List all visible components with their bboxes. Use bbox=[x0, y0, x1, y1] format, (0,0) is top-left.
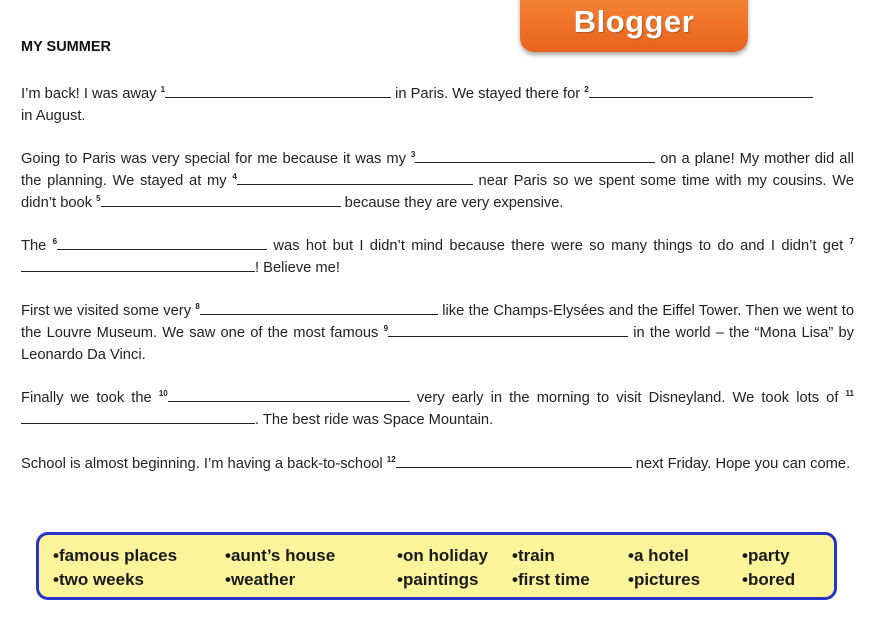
gap-number-1: 1 bbox=[160, 85, 166, 94]
logo-text: Blogger bbox=[573, 4, 695, 39]
gap-blank-9[interactable] bbox=[388, 323, 628, 337]
paragraph-1: I’m back! I was away $^1$ in Paris. We stayed there for $^2$ in August. bbox=[21, 83, 854, 127]
gap-number-8: 8 bbox=[195, 302, 200, 311]
gap-number-6: 6 bbox=[52, 237, 58, 246]
word-train[interactable]: •train bbox=[512, 546, 555, 565]
gap-number-12: 12 bbox=[386, 455, 396, 464]
gap-blank-7[interactable] bbox=[21, 258, 255, 272]
gap-blank-8[interactable] bbox=[200, 301, 438, 315]
paragraph-4: First we visited some very $^8$ like the Champs-Elysées and the Eiffel Tower. Then we went to the Louvre Museum. We saw one of the most famous $^9$ in the world – the “Mona Lisa” by Leonardo Da Vinci. bbox=[21, 302, 854, 363]
gap-blank-1[interactable] bbox=[165, 84, 391, 98]
gap-number-11: 11 bbox=[845, 389, 854, 398]
word-bored[interactable]: •bored bbox=[742, 570, 796, 589]
gap-blank-6[interactable] bbox=[57, 236, 267, 250]
gap-blank-4[interactable] bbox=[237, 171, 473, 185]
word-pictures[interactable]: •pictures bbox=[628, 570, 701, 589]
paragraph-5: Finally we took the $^{10}$ very early in the morning to visit Disneyland. We took lots of $^{11}$. The best ride was Space Mountain. bbox=[21, 389, 854, 428]
word-bank bbox=[36, 532, 837, 600]
gap-blank-2[interactable] bbox=[589, 84, 813, 98]
word-two-weeks[interactable]: •two weeks bbox=[53, 570, 144, 589]
gap-number-7: 7 bbox=[849, 237, 854, 246]
word-a-hotel[interactable]: •a hotel bbox=[628, 546, 689, 565]
paragraph-3: The $^6$ was hot but I didn’t mind because there were so many things to do and I didn’t get $^7$! Believe me! bbox=[21, 237, 854, 276]
paragraph-6: School is almost beginning. I’m having a back-to-school $^{12}$ next Friday. Hope you can come. bbox=[21, 455, 851, 472]
word-weather[interactable]: •weather bbox=[225, 570, 296, 589]
word-famous-places[interactable]: •famous places bbox=[53, 546, 178, 565]
word-on-holiday[interactable]: •on holiday bbox=[397, 546, 488, 565]
blogger-logo bbox=[520, 0, 748, 52]
page-title: MY SUMMER bbox=[21, 39, 111, 55]
gap-number-2: 2 bbox=[584, 85, 589, 94]
word-party[interactable]: •party bbox=[742, 546, 790, 565]
gap-number-4: 4 bbox=[232, 172, 237, 181]
gap-blank-11[interactable] bbox=[21, 410, 255, 424]
gap-number-9: 9 bbox=[383, 324, 389, 333]
word-aunts-house[interactable]: •aunt’s house bbox=[225, 546, 336, 565]
gap-number-10: 10 bbox=[158, 389, 168, 398]
paragraph-2: Going to Paris was very special for me because it was my $^3$ on a plane! My mother did all the planning. We stayed at my $^4$ near Paris so we spent some time with my cousins. We didn’t book $^5$ because they are very expensive. bbox=[21, 150, 854, 211]
word-first-time[interactable]: •first time bbox=[512, 570, 590, 589]
gap-number-3: 3 bbox=[410, 150, 416, 159]
gap-blank-12[interactable] bbox=[396, 454, 632, 468]
gap-number-5: 5 bbox=[96, 194, 101, 203]
gap-blank-3[interactable] bbox=[415, 149, 655, 163]
gap-blank-10[interactable] bbox=[168, 388, 410, 402]
word-paintings[interactable]: •paintings bbox=[397, 570, 479, 589]
gap-blank-5[interactable] bbox=[101, 193, 341, 207]
